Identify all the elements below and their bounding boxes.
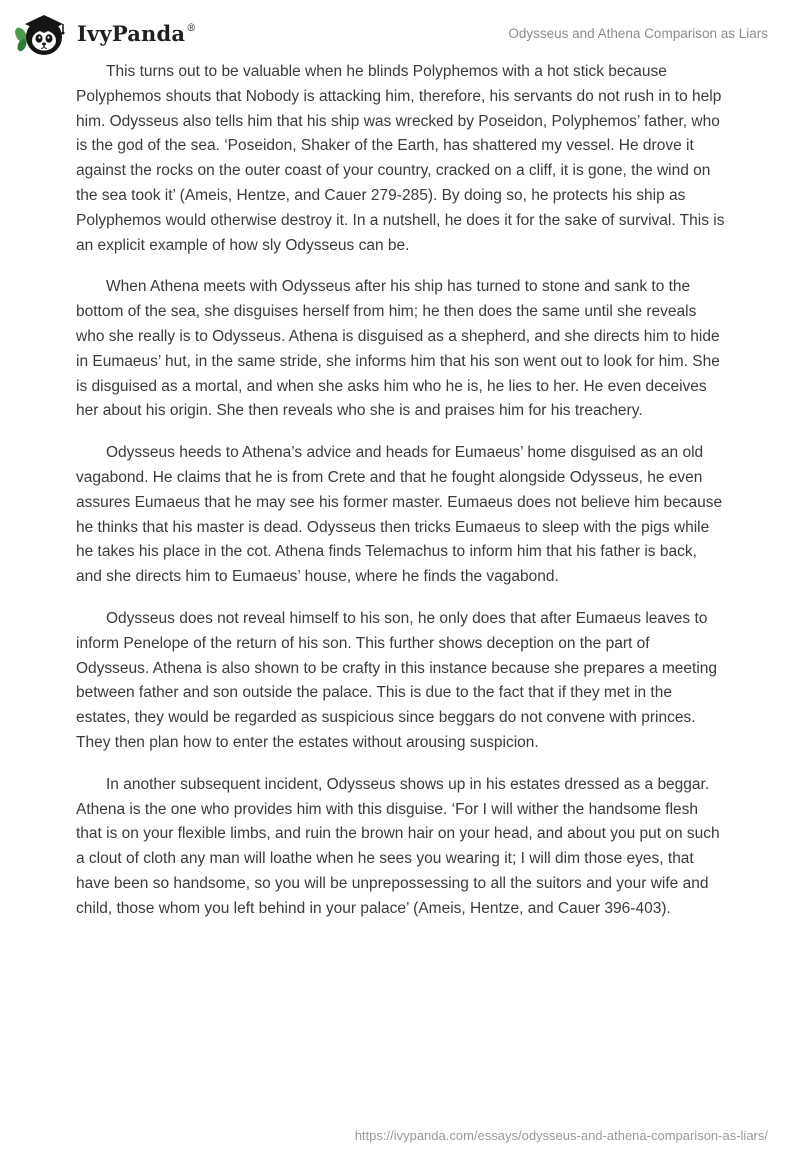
footer (355, 1127, 768, 1145)
essay-paragraph: In another subsequent incident, Odysseus shows up in his estates dressed as a beggar. Athena is the one who provides him with this disguise. ‘For I will wither the handsome flesh that is on your flexible limbs, and ruin the brown hair on your head, and about you put on such a clout of cloth any man will loathe when he sees you wearing it; I will dim those eyes, that have been so handsome, so you will be unprepossessing to all the suitors and your wife and child, those whom you left behind in your palace’ (Ameis, Hentze, and Cauer 396-403). (76, 775, 720, 917)
essay-paragraph: Odysseus does not reveal himself to his son, he only does that after Eumaeus leaves to inform Penelope of the return of his son. This further shows deception on the part of Odysseus. Athena is also shown to be crafty in this instance because she prepares a meeting between father and son outside the palace. This is due to the fact that if they met in the estates, they would be regarded as suspicious since beggars do not convene with princes. They then plan how to enter the estates without arousing suspicion. (76, 609, 718, 751)
brand-wordmark (77, 21, 196, 46)
ivypanda-logo-link[interactable] (14, 9, 196, 57)
header (0, 0, 800, 60)
source-url-link[interactable]: https://ivypanda.com/essays/odysseus-and-athena-comparison-as-liars/ (354, 1128, 768, 1143)
page-title: Odysseus and Athena Comparison as Liars (508, 25, 768, 41)
registered-trademark: ® (186, 22, 197, 34)
essay-paragraph: This turns out to be valuable when he blinds Polyphemos with a hot stick because Polyphemos shouts that Nobody is attacking him, therefore, his servants do not rush in to help him. Odysseus also tells him that his ship was wrecked by Poseidon, Polyphemos’ father, who is the god of the sea. ‘Poseidon, Shaker of the Earth, has shattered my vessel. He drove it against the rocks on the outer coast of your country, cracked on a cliff, it is gone, the wind on the sea took it’ (Ameis, Hentze, and Cauer 279-285). By doing so, he protects his ship as Polyphemos would otherwise destroy it. In a nutshell, he does it for the sake of survival. This is an explicit example of how sly Odysseus can be. (76, 63, 725, 254)
essay-paragraph: When Athena meets with Odysseus after his ship has turned to stone and sank to the bottom of the sea, she disguises herself from him; he then does the same until she reveals who she really is to Odysseus. Athena is disguised as a shepherd, and she directs him to hide in Eumaeus’ hut, in the same stride, she informs him that his son went out to look for him. She is disguised as a mortal, and when she asks him who he is, he lies to her. He even deceives her about his origin. She then reveals who she is and praises him for his treachery. (76, 278, 720, 420)
essay-content (76, 60, 726, 939)
essay-paragraph: Odysseus heeds to Athena’s advice and heads for Eumaeus’ home disguised as an old vagabond. He claims that he is from Crete and that he fought alongside Odysseus, he even assures Eumaeus that he may see his former master. Eumaeus does not believe him because he thinks that his master is dead. Odysseus then tricks Eumaeus to sleep with the pigs while he takes his place in the cot. Athena finds Telemachus to inform him that his father is back, and she directs him to Eumaeus’ house, where he finds the vagabond. (76, 444, 723, 586)
panda-graduation-cap-icon (14, 9, 68, 57)
brand-name: IvyPanda (77, 20, 186, 46)
